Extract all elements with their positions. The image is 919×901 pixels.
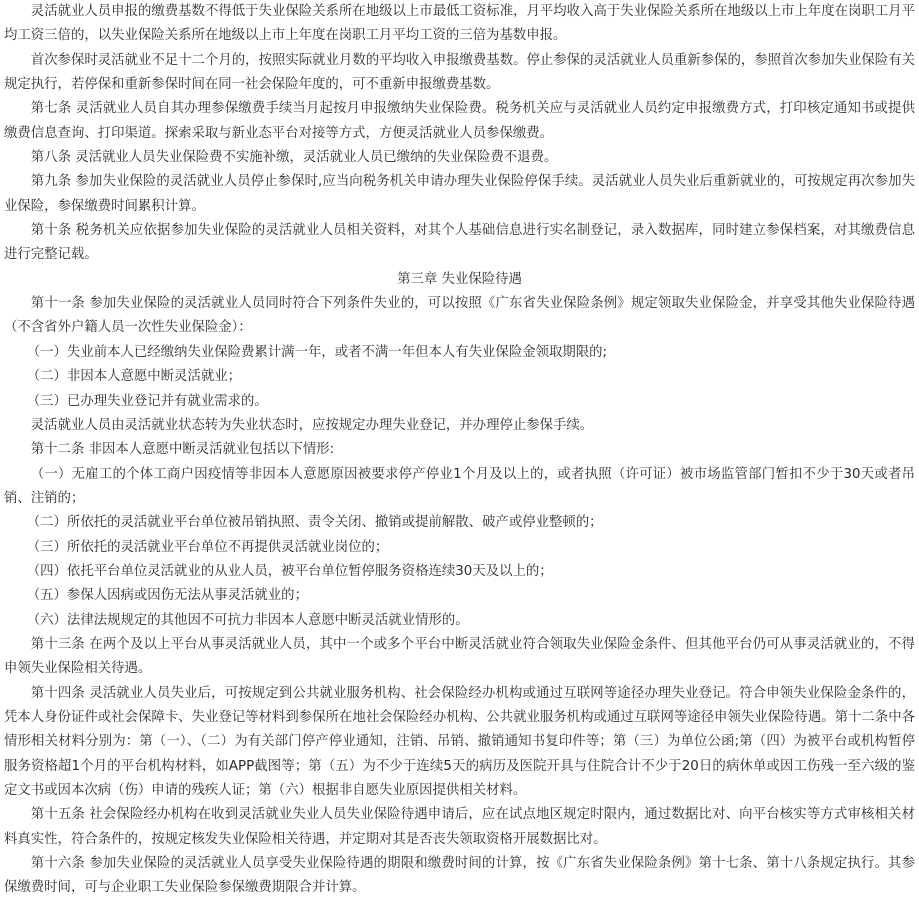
article-11-item-3: （三）已办理失业登记并有就业需求的。 — [26, 393, 268, 409]
article-11-note: 灵活就业人员由灵活就业状态转为失业状态时，应按规定办理失业登记，并办理停止参保手续。 — [30, 417, 594, 433]
article-12-intro: 第十二条 非因本人意愿中断灵活就业包括以下情形: — [30, 442, 335, 458]
article-11-item-1: （一）失业前本人已经缴纳失业保险费累计满一年，或者不满一年但本人有失业保险金领取期限的; — [26, 344, 608, 360]
article-11-intro: 第十一条 参加失业保险的灵活就业人员同时符合下列条件失业的，可以按照《广东省失业保险条例》规定领取失业保险金，并享受其他失业保险待遇（不含省外户籍人员一次性失业保险金）： — [4, 296, 915, 336]
article-13: 第十三条 在两个及以上平台从事灵活就业人员，其中一个或多个平台中断灵活就业符合领取失业保险金条件、但其他平台仍可从事灵活就业的，不得申领失业保险相关待遇。 — [4, 636, 915, 677]
article-12-item-2: （二）所依托的灵活就业平台单位被吊销执照、责令关闭、撤销或提前解散、破产或停业整顿的； — [26, 515, 603, 531]
article-12-item-5: （五）参保人因病或因伤无法从事灵活就业的； — [26, 588, 308, 604]
paragraph-contribution-base: 灵活就业人员申报的缴费基数不得低于失业保险关系所在地级以上市最低工资标准，月平均收入高于失业保险关系所在地级以上市上年度在岗职工月平均工资三倍的，以失业保险关系所在地级以上市上年度在岗职工月平均工资的三倍为基数申报。 — [4, 4, 915, 44]
article-12-item-4: （四）依托平台单位灵活就业的从业人员，被平台单位暂停服务资格连续30天及以上的； — [26, 563, 553, 579]
article-10: 第十条 税务机关应依据参加失业保险的灵活就业人员相关资料，对其个人基础信息进行实名制登记，录入数据库，同时建立参保档案，对其缴费信息进行完整记载。 — [4, 223, 915, 263]
article-16: 第十六条 参加失业保险的灵活就业人员享受失业保险待遇的期限和缴费时间的计算，按《广东省失业保险条例》第十七条、第十八条规定执行。其参保缴费时间，可与企业职工失业保险参保缴费期限合并计算。 — [4, 856, 915, 896]
article-14: 第十四条 灵活就业人员失业后，可按规定到公共就业服务机构、社会保险经办机构或通过互联网等途径办理失业登记。符合申领失业保险金条件的，凭本人身份证件或社会保障卡、失业登记等材料到参保所在地社会保险经办机构、公共就业服务机构或通过互联网等途径申领失业保险待遇。第十二条中各情形相关材料分别为：第（一）、（二）为有关部门停产停业通知，注销、吊销、撤销通知书复印件等；第（三）为单位公函;第（四）为被平台或机构暂停服务资格超1个月的平台机构材料，如APP截图等；第（五）为不少于连续5天的病历及医院开具与住院合计不少于20日的病休单或因工伤残一至六级的鉴定文书或因本次病（伤）申请的残疾人证；第（六）根据非自愿失业原因提供相关材料。 — [4, 685, 915, 798]
article-12-item-3: （三）所依托的灵活就业平台单位不再提供灵活就业岗位的； — [26, 539, 389, 555]
article-15: 第十五条 社会保险经办机构在收到灵活就业失业人员失业保险待遇申请后，应在试点地区规定时限内，通过数据比对、向平台核实等方式审核相关材料真实性，符合条件的，按规定核发失业保险相关待遇，并定期对其是否丧失领取资格开展数据比对。 — [4, 807, 915, 847]
article-12-item-6: （六）法律法规规定的其他因不可抗力非因本人意愿中断灵活就业情形的。 — [26, 612, 469, 628]
article-12-item-1: （一）无雇工的个体工商户因疫情等非因本人意愿原因被要求停产停业1个月及以上的，或者执照（许可证）被市场监管部门暂扣不少于30天或者吊销、注销的； — [4, 466, 915, 506]
paragraph-first-enrollment: 首次参保时灵活就业不足十二个月的，按照实际就业月数的平均收入申报缴费基数。停止参保的灵活就业人员重新参保的，参照首次参加失业保险有关规定执行，若停保和重新参保时间在同一社会保险年度的，可不重新申报缴费基数。 — [4, 52, 915, 93]
chapter-title: 第三章 失业保险待遇 — [397, 271, 522, 287]
article-11-item-2: （二）非因本人意愿中断灵活就业； — [26, 369, 242, 385]
article-7: 第七条 灵活就业人员自其办理参保缴费手续当月起按月申报缴纳失业保险费。税务机关应与灵活就业人员约定申报缴费方式，打印核定通知书或提供缴费信息查询、打印渠道。探索采取与新业态平台对接等方式，方便灵活就业人员参保缴费。 — [4, 101, 915, 141]
article-8: 第八条 灵活就业人员失业保险费不实施补缴，灵活就业人员已缴纳的失业保险费不退费。 — [30, 150, 558, 166]
article-9: 第九条 参加失业保险的灵活就业人员停止参保时,应当向税务机关申请办理失业保险停保手续。灵活就业人员失业后重新就业的，可按规定再次参加失业保险，参保缴费时间累积计算。 — [4, 174, 915, 214]
